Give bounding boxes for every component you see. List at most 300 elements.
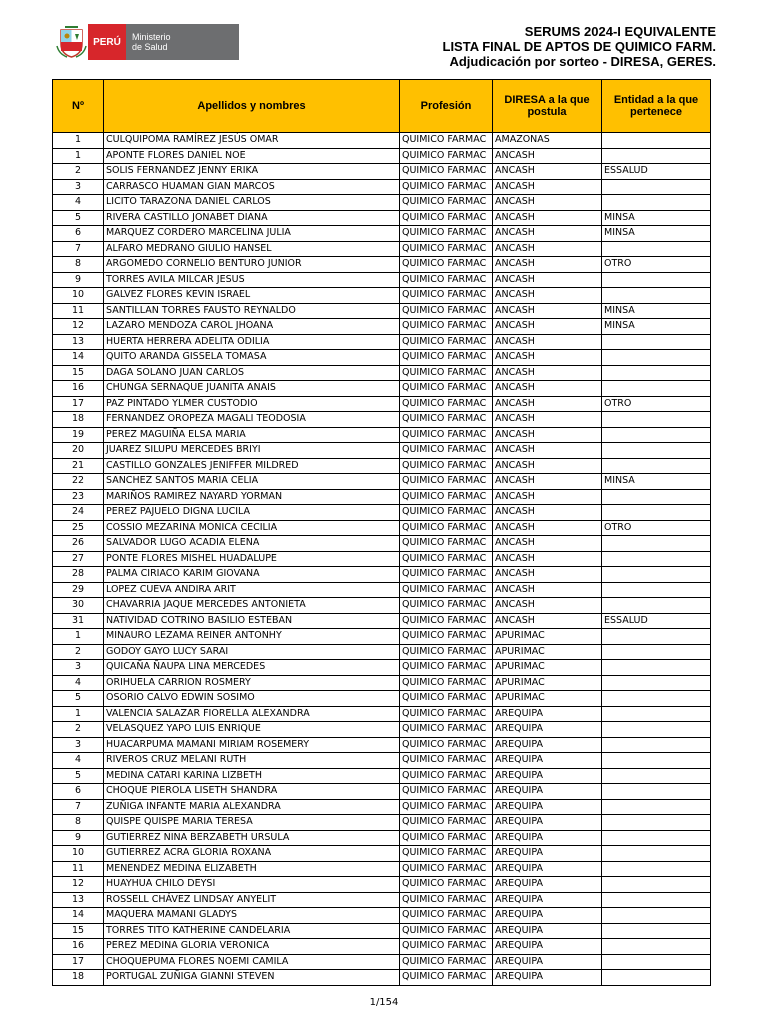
column-header-entity: Entidad a la que pertenece xyxy=(602,80,711,133)
column-header-name: Apellidos y nombres xyxy=(104,80,400,133)
row-profession: QUIMICO FARMAC xyxy=(400,412,493,428)
row-diresa: ANCASH xyxy=(493,458,602,474)
row-number: 6 xyxy=(53,226,104,242)
row-number: 28 xyxy=(53,567,104,583)
row-profession: QUIMICO FARMAC xyxy=(400,226,493,242)
row-number: 7 xyxy=(53,241,104,257)
row-profession: QUIMICO FARMAC xyxy=(400,148,493,164)
row-entity xyxy=(602,133,711,149)
table-row xyxy=(53,691,711,707)
row-diresa: AMAZONAS xyxy=(493,133,602,149)
table-row xyxy=(53,226,711,242)
row-name: PONTE FLORES MISHEL HUADALUPE xyxy=(104,551,400,567)
row-diresa: AREQUIPA xyxy=(493,706,602,722)
row-diresa: ANCASH xyxy=(493,350,602,366)
row-entity xyxy=(602,458,711,474)
row-diresa: AREQUIPA xyxy=(493,970,602,986)
row-entity xyxy=(602,551,711,567)
row-number: 11 xyxy=(53,303,104,319)
row-diresa: AREQUIPA xyxy=(493,908,602,924)
row-profession: QUIMICO FARMAC xyxy=(400,722,493,738)
table-row xyxy=(53,737,711,753)
row-number: 18 xyxy=(53,970,104,986)
row-diresa: APURIMAC xyxy=(493,644,602,660)
row-number: 2 xyxy=(53,644,104,660)
table-row xyxy=(53,722,711,738)
row-number: 2 xyxy=(53,164,104,180)
row-profession: QUIMICO FARMAC xyxy=(400,939,493,955)
table-row xyxy=(53,613,711,629)
header-subtitle-2: Adjudicación por sorteo - DIRESA, GERES. xyxy=(449,54,716,69)
row-number: 14 xyxy=(53,350,104,366)
row-entity xyxy=(602,365,711,381)
row-profession: QUIMICO FARMAC xyxy=(400,458,493,474)
table-row xyxy=(53,644,711,660)
row-number: 22 xyxy=(53,474,104,490)
table-row xyxy=(53,877,711,893)
row-name: SANCHEZ SANTOS MARIA CELIA xyxy=(104,474,400,490)
row-name: LICITO TARAZONA DANIEL CARLOS xyxy=(104,195,400,211)
row-name: COSSIO MEZARINA MONICA CECILIA xyxy=(104,520,400,536)
table-row xyxy=(53,846,711,862)
row-number: 5 xyxy=(53,210,104,226)
row-profession: QUIMICO FARMAC xyxy=(400,210,493,226)
row-profession: QUIMICO FARMAC xyxy=(400,179,493,195)
row-number: 13 xyxy=(53,892,104,908)
coat-of-arms-icon xyxy=(55,24,88,60)
row-name: PEREZ MEDINA GLORIA VERONICA xyxy=(104,939,400,955)
row-profession: QUIMICO FARMAC xyxy=(400,815,493,831)
row-name: SANTILLAN TORRES FAUSTO REYNALDO xyxy=(104,303,400,319)
table-row xyxy=(53,288,711,304)
row-name: PEREZ MAGUIÑA ELSA MARIA xyxy=(104,427,400,443)
header-subtitle: LISTA FINAL DE APTOS DE QUIMICO FARM. xyxy=(442,39,716,54)
row-profession: QUIMICO FARMAC xyxy=(400,536,493,552)
row-name: CARRASCO HUAMAN GIAN MARCOS xyxy=(104,179,400,195)
row-entity xyxy=(602,427,711,443)
logo-ministry-line1: Ministerio xyxy=(132,32,171,42)
table-row xyxy=(53,768,711,784)
row-number: 10 xyxy=(53,288,104,304)
table-row xyxy=(53,954,711,970)
table-row xyxy=(53,582,711,598)
row-diresa: APURIMAC xyxy=(493,691,602,707)
row-entity xyxy=(602,350,711,366)
table-row xyxy=(53,675,711,691)
row-name: SOLIS FERNANDEZ JENNY ERIKA xyxy=(104,164,400,180)
table-row xyxy=(53,923,711,939)
table-row xyxy=(53,210,711,226)
row-diresa: AREQUIPA xyxy=(493,954,602,970)
row-diresa: AREQUIPA xyxy=(493,830,602,846)
row-name: APONTE FLORES DANIEL NOE xyxy=(104,148,400,164)
row-number: 21 xyxy=(53,458,104,474)
row-diresa: ANCASH xyxy=(493,582,602,598)
page-number: 1/154 xyxy=(369,997,399,1008)
row-name: TORRES AVILA MILCAR JESUS xyxy=(104,272,400,288)
logo-country-label: PERÚ xyxy=(88,24,126,60)
row-number: 20 xyxy=(53,443,104,459)
logo-ministry-line2: de Salud xyxy=(132,42,168,52)
row-name: GUTIERREZ NINA BERZABETH URSULA xyxy=(104,830,400,846)
row-diresa: APURIMAC xyxy=(493,660,602,676)
row-number: 13 xyxy=(53,334,104,350)
row-diresa: ANCASH xyxy=(493,195,602,211)
row-number: 4 xyxy=(53,195,104,211)
row-diresa: ANCASH xyxy=(493,427,602,443)
row-entity: MINSA xyxy=(602,319,711,335)
row-entity xyxy=(602,923,711,939)
row-diresa: AREQUIPA xyxy=(493,877,602,893)
row-number: 17 xyxy=(53,954,104,970)
row-entity: OTRO xyxy=(602,520,711,536)
row-diresa: AREQUIPA xyxy=(493,939,602,955)
row-entity xyxy=(602,536,711,552)
row-number: 9 xyxy=(53,272,104,288)
table-row xyxy=(53,536,711,552)
row-name: VALENCIA SALAZAR FIORELLA ALEXANDRA xyxy=(104,706,400,722)
table-row xyxy=(53,629,711,645)
row-entity xyxy=(602,970,711,986)
table-row xyxy=(53,381,711,397)
row-profession: QUIMICO FARMAC xyxy=(400,799,493,815)
row-number: 9 xyxy=(53,830,104,846)
row-profession: QUIMICO FARMAC xyxy=(400,613,493,629)
table-row xyxy=(53,474,711,490)
row-profession: QUIMICO FARMAC xyxy=(400,629,493,645)
row-number: 5 xyxy=(53,768,104,784)
table-row xyxy=(53,257,711,273)
row-entity xyxy=(602,939,711,955)
table-row xyxy=(53,815,711,831)
table-row xyxy=(53,179,711,195)
row-diresa: ANCASH xyxy=(493,443,602,459)
row-diresa: ANCASH xyxy=(493,520,602,536)
row-number: 16 xyxy=(53,939,104,955)
row-name: HUERTA HERRERA ADELITA ODILIA xyxy=(104,334,400,350)
minsa-logo xyxy=(55,24,239,60)
row-diresa: APURIMAC xyxy=(493,675,602,691)
row-entity: ESSALUD xyxy=(602,613,711,629)
row-entity xyxy=(602,877,711,893)
table-body xyxy=(53,133,711,986)
row-diresa: ANCASH xyxy=(493,210,602,226)
table-row xyxy=(53,396,711,412)
row-profession: QUIMICO FARMAC xyxy=(400,644,493,660)
row-entity xyxy=(602,272,711,288)
column-header-number: Nº xyxy=(53,80,104,133)
logo-ministry-label xyxy=(126,24,239,60)
row-name: MARIÑOS RAMIREZ NAYARD YORMAN xyxy=(104,489,400,505)
row-profession: QUIMICO FARMAC xyxy=(400,241,493,257)
row-name: CASTILLO GONZALES JENIFFER MILDRED xyxy=(104,458,400,474)
row-profession: QUIMICO FARMAC xyxy=(400,427,493,443)
row-number: 8 xyxy=(53,257,104,273)
table-row xyxy=(53,567,711,583)
row-diresa: AREQUIPA xyxy=(493,861,602,877)
row-number: 14 xyxy=(53,908,104,924)
row-name: NATIVIDAD COTRINO BASILIO ESTEBAN xyxy=(104,613,400,629)
row-entity xyxy=(602,753,711,769)
row-name: PALMA CIRIACO KARIM GIOVANA xyxy=(104,567,400,583)
row-name: TORRES TITO KATHERINE CANDELARIA xyxy=(104,923,400,939)
row-profession: QUIMICO FARMAC xyxy=(400,970,493,986)
row-entity xyxy=(602,737,711,753)
row-entity xyxy=(602,179,711,195)
row-entity xyxy=(602,443,711,459)
row-diresa: AREQUIPA xyxy=(493,846,602,862)
row-profession: QUIMICO FARMAC xyxy=(400,567,493,583)
row-number: 5 xyxy=(53,691,104,707)
table-row xyxy=(53,908,711,924)
row-profession: QUIMICO FARMAC xyxy=(400,520,493,536)
table-row xyxy=(53,195,711,211)
row-diresa: ANCASH xyxy=(493,613,602,629)
row-profession: QUIMICO FARMAC xyxy=(400,334,493,350)
row-entity xyxy=(602,722,711,738)
row-number: 29 xyxy=(53,582,104,598)
row-diresa: AREQUIPA xyxy=(493,737,602,753)
table-row xyxy=(53,458,711,474)
row-profession: QUIMICO FARMAC xyxy=(400,706,493,722)
row-name: PAZ PINTADO YLMER CUSTODIO xyxy=(104,396,400,412)
table-row xyxy=(53,784,711,800)
row-name: DAGA SOLANO JUAN CARLOS xyxy=(104,365,400,381)
row-number: 4 xyxy=(53,675,104,691)
row-name: HUAYHUA CHILO DEYSI xyxy=(104,877,400,893)
row-profession: QUIMICO FARMAC xyxy=(400,784,493,800)
row-name: ALFARO MEDRANO GIULIO HANSEL xyxy=(104,241,400,257)
row-number: 11 xyxy=(53,861,104,877)
row-number: 2 xyxy=(53,722,104,738)
row-profession: QUIMICO FARMAC xyxy=(400,195,493,211)
column-header-diresa: DIRESA a la que postula xyxy=(493,80,602,133)
row-profession: QUIMICO FARMAC xyxy=(400,675,493,691)
row-name: CHUNGA SERNAQUE JUANITA ANAIS xyxy=(104,381,400,397)
row-entity xyxy=(602,768,711,784)
row-number: 18 xyxy=(53,412,104,428)
row-profession: QUIMICO FARMAC xyxy=(400,582,493,598)
table-row xyxy=(53,133,711,149)
row-diresa: ANCASH xyxy=(493,396,602,412)
table-row xyxy=(53,830,711,846)
row-profession: QUIMICO FARMAC xyxy=(400,303,493,319)
row-profession: QUIMICO FARMAC xyxy=(400,923,493,939)
row-name: GUTIERREZ ACRA GLORIA ROXANA xyxy=(104,846,400,862)
row-entity xyxy=(602,660,711,676)
row-name: ZUÑIGA INFANTE MARIA ALEXANDRA xyxy=(104,799,400,815)
row-profession: QUIMICO FARMAC xyxy=(400,830,493,846)
row-diresa: AREQUIPA xyxy=(493,784,602,800)
table-row xyxy=(53,164,711,180)
row-profession: QUIMICO FARMAC xyxy=(400,861,493,877)
row-diresa: ANCASH xyxy=(493,226,602,242)
row-name: CHAVARRIA JAQUE MERCEDES ANTONIETA xyxy=(104,598,400,614)
row-entity xyxy=(602,582,711,598)
results-table xyxy=(52,79,711,986)
row-diresa: ANCASH xyxy=(493,241,602,257)
table-row xyxy=(53,892,711,908)
row-name: ARGOMEDO CORNELIO BENTURO JUNIOR xyxy=(104,257,400,273)
row-diresa: ANCASH xyxy=(493,365,602,381)
header-title: SERUMS 2024-I EQUIVALENTE xyxy=(524,24,716,39)
row-entity: MINSA xyxy=(602,210,711,226)
table-row xyxy=(53,148,711,164)
row-name: SALVADOR LUGO ACADIA ELENA xyxy=(104,536,400,552)
row-entity xyxy=(602,567,711,583)
row-name: RIVEROS CRUZ MELANI RUTH xyxy=(104,753,400,769)
row-entity xyxy=(602,861,711,877)
row-diresa: ANCASH xyxy=(493,303,602,319)
row-name: OSORIO CALVO EDWIN SOSIMO xyxy=(104,691,400,707)
table-row xyxy=(53,970,711,986)
table-row xyxy=(53,365,711,381)
table-row xyxy=(53,489,711,505)
row-entity xyxy=(602,815,711,831)
row-profession: QUIMICO FARMAC xyxy=(400,381,493,397)
row-entity xyxy=(602,148,711,164)
row-number: 24 xyxy=(53,505,104,521)
row-number: 15 xyxy=(53,923,104,939)
row-profession: QUIMICO FARMAC xyxy=(400,954,493,970)
table-row xyxy=(53,412,711,428)
row-entity xyxy=(602,241,711,257)
row-entity xyxy=(602,908,711,924)
row-entity xyxy=(602,412,711,428)
row-number: 1 xyxy=(53,706,104,722)
table-row xyxy=(53,319,711,335)
row-profession: QUIMICO FARMAC xyxy=(400,660,493,676)
row-entity xyxy=(602,195,711,211)
row-number: 31 xyxy=(53,613,104,629)
row-name: QUICAÑA ÑAUPA LINA MERCEDES xyxy=(104,660,400,676)
column-header-profession: Profesión xyxy=(400,80,493,133)
row-name: QUITO ARANDA GISSELA TOMASA xyxy=(104,350,400,366)
row-entity xyxy=(602,706,711,722)
row-profession: QUIMICO FARMAC xyxy=(400,288,493,304)
table-row xyxy=(53,753,711,769)
row-diresa: ANCASH xyxy=(493,551,602,567)
row-diresa: ANCASH xyxy=(493,257,602,273)
table-row xyxy=(53,427,711,443)
row-number: 27 xyxy=(53,551,104,567)
row-profession: QUIMICO FARMAC xyxy=(400,272,493,288)
row-name: MENENDEZ MEDINA ELIZABETH xyxy=(104,861,400,877)
row-entity: OTRO xyxy=(602,396,711,412)
row-diresa: AREQUIPA xyxy=(493,722,602,738)
row-profession: QUIMICO FARMAC xyxy=(400,396,493,412)
row-number: 16 xyxy=(53,381,104,397)
row-profession: QUIMICO FARMAC xyxy=(400,691,493,707)
row-entity xyxy=(602,505,711,521)
row-profession: QUIMICO FARMAC xyxy=(400,892,493,908)
table-row xyxy=(53,861,711,877)
row-name: GALVEZ FLORES KEVIN ISRAEL xyxy=(104,288,400,304)
row-diresa: AREQUIPA xyxy=(493,892,602,908)
table-row xyxy=(53,443,711,459)
row-profession: QUIMICO FARMAC xyxy=(400,350,493,366)
row-profession: QUIMICO FARMAC xyxy=(400,133,493,149)
row-name: GODOY GAYO LUCY SARAI xyxy=(104,644,400,660)
row-number: 10 xyxy=(53,846,104,862)
row-name: RIVERA CASTILLO JONABET DIANA xyxy=(104,210,400,226)
row-entity xyxy=(602,846,711,862)
row-entity: MINSA xyxy=(602,303,711,319)
row-profession: QUIMICO FARMAC xyxy=(400,443,493,459)
row-name: PORTUGAL ZUÑIGA GIANNI STEVEN xyxy=(104,970,400,986)
table-row xyxy=(53,939,711,955)
document-header xyxy=(336,24,716,69)
row-number: 17 xyxy=(53,396,104,412)
row-profession: QUIMICO FARMAC xyxy=(400,768,493,784)
row-number: 7 xyxy=(53,799,104,815)
row-profession: QUIMICO FARMAC xyxy=(400,319,493,335)
row-name: MAQUERA MAMANI GLADYS xyxy=(104,908,400,924)
table-row xyxy=(53,241,711,257)
row-profession: QUIMICO FARMAC xyxy=(400,489,493,505)
row-number: 12 xyxy=(53,877,104,893)
row-number: 23 xyxy=(53,489,104,505)
row-number: 12 xyxy=(53,319,104,335)
row-entity: OTRO xyxy=(602,257,711,273)
row-diresa: AREQUIPA xyxy=(493,768,602,784)
row-entity xyxy=(602,288,711,304)
row-diresa: APURIMAC xyxy=(493,629,602,645)
row-diresa: ANCASH xyxy=(493,179,602,195)
row-profession: QUIMICO FARMAC xyxy=(400,164,493,180)
row-diresa: AREQUIPA xyxy=(493,815,602,831)
row-name: JUAREZ SILUPU MERCEDES BRIYI xyxy=(104,443,400,459)
row-diresa: ANCASH xyxy=(493,598,602,614)
table-row xyxy=(53,505,711,521)
row-number: 25 xyxy=(53,520,104,536)
row-entity xyxy=(602,892,711,908)
table-row xyxy=(53,272,711,288)
table-row xyxy=(53,706,711,722)
row-diresa: AREQUIPA xyxy=(493,799,602,815)
table-row xyxy=(53,303,711,319)
row-entity xyxy=(602,489,711,505)
row-name: QUISPE QUISPE MARIA TERESA xyxy=(104,815,400,831)
row-entity xyxy=(602,381,711,397)
row-diresa: ANCASH xyxy=(493,288,602,304)
row-name: ORIHUELA CARRION ROSMERY xyxy=(104,675,400,691)
row-name: LAZARO MENDOZA CAROL JHOANA xyxy=(104,319,400,335)
row-profession: QUIMICO FARMAC xyxy=(400,365,493,381)
row-number: 1 xyxy=(53,133,104,149)
row-number: 3 xyxy=(53,179,104,195)
row-diresa: AREQUIPA xyxy=(493,753,602,769)
row-name: MINAURO LEZAMA REINER ANTONHY xyxy=(104,629,400,645)
table-row xyxy=(53,598,711,614)
row-name: CULQUIPOMA RAMÍREZ JESÚS OMAR xyxy=(104,133,400,149)
row-entity xyxy=(602,644,711,660)
row-entity xyxy=(602,784,711,800)
row-name: ROSSELL CHÁVEZ LINDSAY ANYELIT xyxy=(104,892,400,908)
row-diresa: ANCASH xyxy=(493,319,602,335)
row-number: 1 xyxy=(53,148,104,164)
table-row xyxy=(53,520,711,536)
row-name: LOPEZ CUEVA ANDIRA ARIT xyxy=(104,582,400,598)
row-profession: QUIMICO FARMAC xyxy=(400,846,493,862)
row-diresa: ANCASH xyxy=(493,505,602,521)
row-profession: QUIMICO FARMAC xyxy=(400,908,493,924)
row-entity xyxy=(602,954,711,970)
row-diresa: AREQUIPA xyxy=(493,923,602,939)
table-row xyxy=(53,799,711,815)
row-profession: QUIMICO FARMAC xyxy=(400,753,493,769)
row-name: VELASQUEZ YAPO LUIS ENRIQUE xyxy=(104,722,400,738)
